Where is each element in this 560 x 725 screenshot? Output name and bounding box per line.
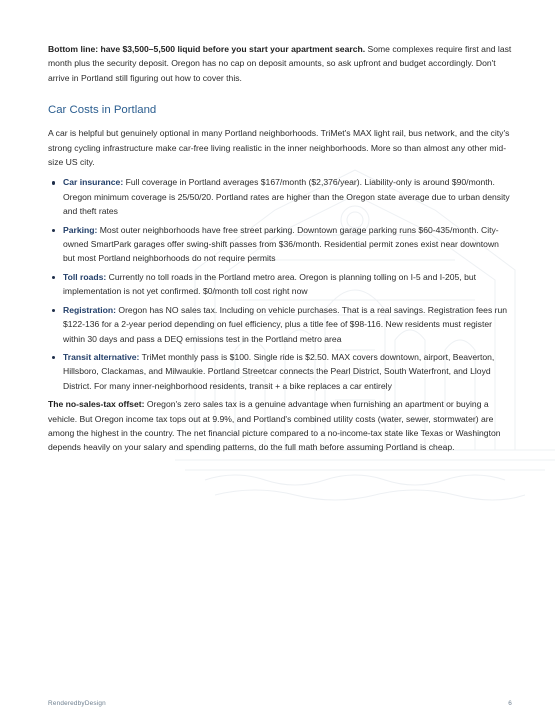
closing-paragraph xyxy=(48,397,512,455)
bullet-icon xyxy=(52,276,55,279)
list-item-term: Toll roads: xyxy=(63,271,107,282)
closing-lead: The no-sales-tax offset: xyxy=(48,399,145,410)
bullet-icon xyxy=(52,181,55,184)
main-content xyxy=(48,42,512,455)
list-item-term: Car insurance: xyxy=(63,177,124,188)
list-item-car-insurance xyxy=(63,175,512,218)
list-item-text: Most outer neighborhoods have free street parking. Downtown garage parking runs $60-435/month. City-owned SmartPark garages offer swing-shift passes from $36/month. Residential permit zones exist near downtown but most Portland neighborhoods do not require permits xyxy=(63,224,499,264)
bottom-line-paragraph xyxy=(48,42,512,85)
car-costs-list xyxy=(48,175,512,393)
list-item-toll-roads xyxy=(63,270,512,299)
page-footer xyxy=(48,700,512,707)
bottom-line-lead: Bottom line: have $3,500–5,500 liquid before you start your apartment search. xyxy=(48,44,366,54)
list-item-text: Oregon has NO sales tax. Including on vehicle purchases. That is a real savings. Registration fees run $122-136 for a 2-year period depending on fuel efficiency, plus a title fee of $98-116. New residents must register within 30 days and pass a DEQ emissions test in the Portland metro area xyxy=(63,304,508,344)
bottom-line-text: Some complexes require first and last month plus the security deposit. Oregon has no cap on deposit amounts, so ask upfront and budget accordingly. Don't arrive in Portland still figuring out how to cover this. xyxy=(48,44,512,83)
list-item-registration xyxy=(63,303,512,346)
closing-text: Oregon's zero sales tax is a genuine advantage when furnishing an apartment or buying a vehicle. But Oregon income tax tops out at 9.9%, and Portland's combined utility costs (water, sewer, stormwater) are among the highest in the country. The net financial picture compared to a no-income-tax state like Texas or Washington depends heavily on your salary and spending patterns, do the full math before assuming Portland is cheap. xyxy=(48,399,501,453)
footer-brand: RenderedbyDesign xyxy=(48,700,106,707)
list-item-term: Registration: xyxy=(63,304,116,315)
section-intro: A car is helpful but genuinely optional in many Portland neighborhoods. TriMet's MAX light rail, bus network, and the city's strong cycling infrastructure make car-free living realistic in the inner neighborhoods. More so than almost any other mid-size US city. xyxy=(48,128,510,168)
list-item-text: Full coverage in Portland averages $167/month ($2,376/year). Liability-only is around $90/month. Oregon minimum coverage is 25/50/20. Portland rates are higher than the Oregon state average due to urban density and theft rates xyxy=(63,177,510,217)
section-heading: Car Costs in Portland xyxy=(48,104,157,117)
bullet-icon xyxy=(52,309,55,312)
list-item-text: TriMet monthly pass is $100. Single ride is $2.50. MAX covers downtown, airport, Beaverton, Hillsboro, Clackamas, and Milwaukie. Portland Streetcar connects the Pearl District, South Waterfront, and Lloyd District. For many inner-neighborhood residents, transit + a bike replaces a car entirely xyxy=(63,351,495,391)
list-item-term: Transit alternative: xyxy=(63,351,140,362)
list-item-transit-alternative xyxy=(63,350,512,393)
list-item-term: Parking: xyxy=(63,224,98,235)
bullet-icon xyxy=(52,229,55,232)
list-item-text: Currently no toll roads in the Portland metro area. Oregon is planning tolling on I-5 and I-205, but implementation is not yet confirmed. $0/month toll cost right now xyxy=(63,271,477,297)
bullet-icon xyxy=(52,356,55,359)
page-number: 6 xyxy=(508,700,512,707)
list-item-parking xyxy=(63,223,512,266)
